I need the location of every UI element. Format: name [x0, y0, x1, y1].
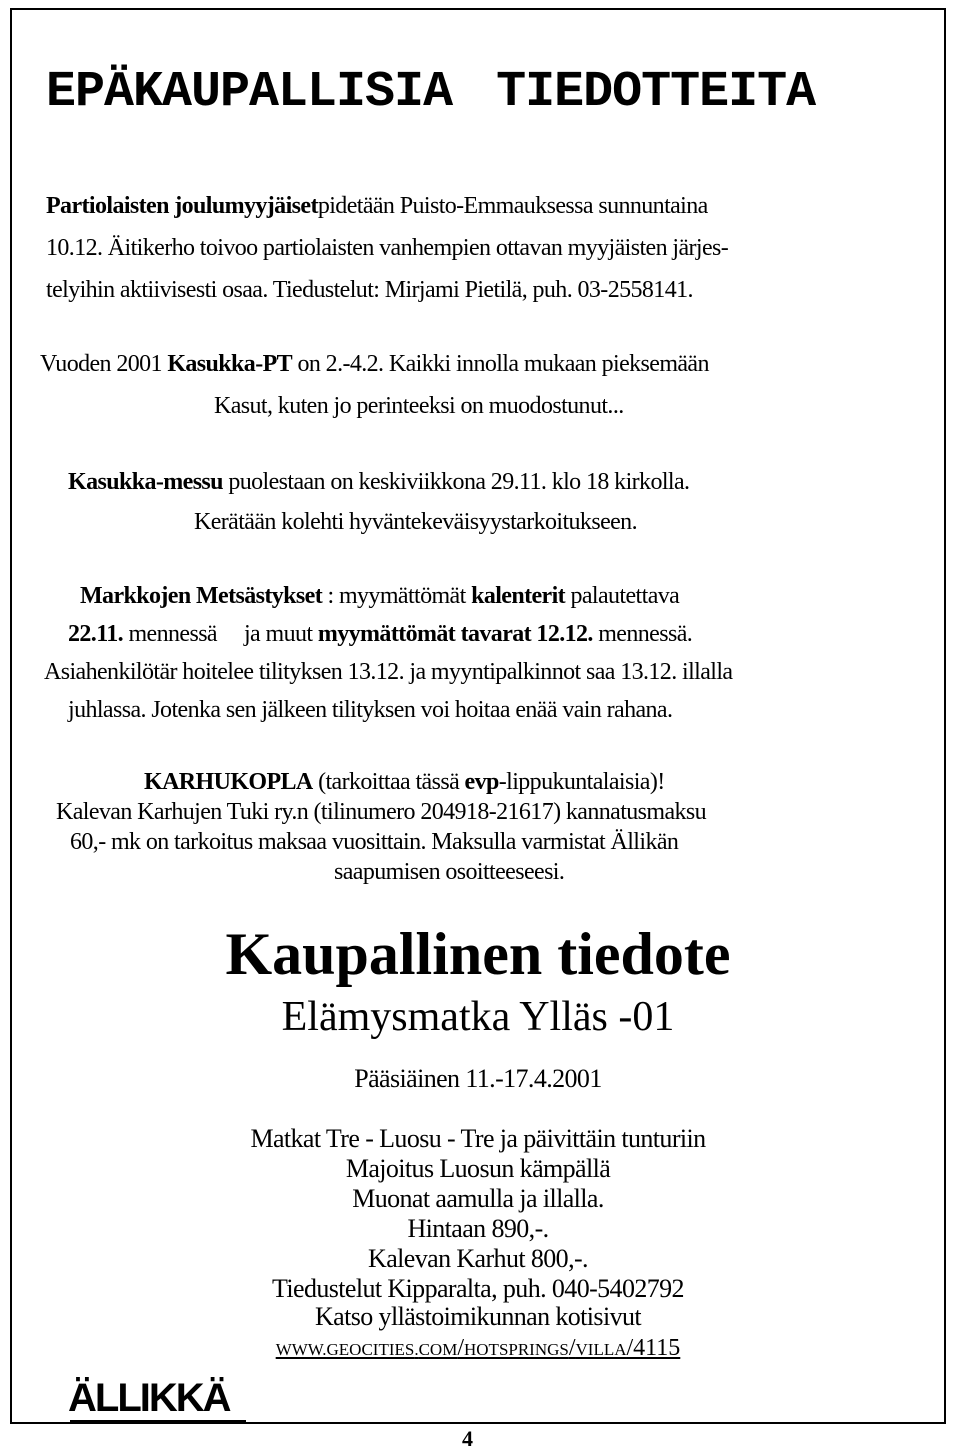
commercial-line-7: Katso yllästoimikunnan kotisivut [314, 1302, 641, 1331]
commercial-dates: Pääsiäinen 11.-17.4.2001 [354, 1064, 602, 1093]
notice-messu-line-2: Kerätään kolehti hyväntekeväisyystarkoitukseen. [194, 509, 637, 535]
commercial-heading: Kaupallinen tiedote [225, 921, 731, 987]
commercial-line-4: Hintaan 890,-. [407, 1214, 549, 1243]
notice-joulu-line-3: telyihin aktiivisesti osaa. Tiedustelut: Mirjami Pietilä, puh. 03-2558141. [46, 277, 693, 303]
commercial-line-5: Kalevan Karhut 800,-. [368, 1244, 588, 1273]
notice-kasukka-pt-line-2: Kasut, kuten jo perinteeksi on muodostunut... [214, 393, 624, 419]
notice-joulu-line-1 [46, 194, 708, 218]
allikka-logo: ÄLLIKKÄ [68, 1376, 230, 1420]
notice-markkojen-text-4: mennessä. [592, 621, 693, 647]
notice-kasukka-pt-post: on 2.-4.2. Kaikki innolla mukaan pieksemään [292, 351, 709, 377]
notice-joulu-line-2: 10.12. Äitikerho toivoo partiolaisten vanhempien ottavan myyjäisten järjes- [46, 235, 729, 261]
notice-markkojen-text-1: : myymättömät [322, 583, 472, 609]
notice-joulu-bold: Partiolaisten joulumyyjäiset [46, 193, 318, 219]
notice-karhukopla-text-1: (tarkoittaa tässä [312, 769, 465, 795]
notice-karhukopla-line-2: Kalevan Karhujen Tuki ry.n (tilinumero 204918-21617) kannatusmaksu [56, 799, 707, 825]
page-title [46, 64, 916, 121]
notice-markkojen-line-3: Asiahenkilötär hoitelee tilityksen 13.12. ja myyntipalkinnot saa 13.12. illalla [44, 659, 733, 685]
page-number: 4 [462, 1426, 473, 1451]
notice-markkojen-bold-2: kalenterit [471, 583, 566, 609]
commercial-line-2: Majoitus Luosun kämpällä [345, 1154, 611, 1183]
notice-karhukopla-text-2: -lippukuntalaisia)! [498, 769, 665, 795]
title-word-1: EPÄKAUPALLISIA [46, 64, 453, 121]
notice-markkojen-bold-3: 22.11. [68, 621, 124, 647]
url-part-com: COM [418, 1340, 458, 1359]
notice-karhukopla-bold-2: evp [464, 769, 499, 795]
title-word-2: TIEDOTTEITA [496, 64, 816, 121]
url-part-slash-2: / [568, 1335, 576, 1361]
notice-kasukka-pt-pre: Vuoden 2001 [40, 351, 168, 377]
url-part-geocities: GEOCITIES [326, 1340, 415, 1359]
notice-markkojen-bold-4: myymättömät tavarat 12.12. [317, 621, 593, 647]
url-part-slash-1: / [457, 1335, 464, 1361]
logo-underline [70, 1420, 246, 1422]
commercial-line-1: Matkat Tre - Luosu - Tre ja päivittäin tunturiin [250, 1124, 706, 1153]
notice-kasukka-pt-line-1 [40, 352, 709, 376]
notice-markkojen-line-4: juhlassa. Jotenka sen jälkeen tilityksen voi hoitaa enää vain rahana. [68, 697, 673, 723]
notice-markkojen-text-3: mennessä ja muut [123, 621, 318, 647]
commercial-line-3: Muonat aamulla ja illalla. [352, 1184, 604, 1213]
notice-messu-post: puolestaan on keskiviikkona 29.11. klo 18 kirkolla. [222, 469, 690, 495]
url-part-hotsprings: HOTSPRINGS [464, 1340, 569, 1359]
url-part-dot: . [414, 1340, 419, 1359]
notice-karhukopla-line-3: 60,- mk on tarkoitus maksaa vuosittain. Maksulla varmistat Ällikän [70, 829, 679, 855]
page [10, 8, 946, 1424]
notice-joulu-text: pidetään Puisto-Emmauksessa sunnuntaina [317, 193, 708, 219]
notice-messu-bold: Kasukka-messu [68, 469, 223, 495]
commercial-subheading: Elämysmatka Ylläs -01 [281, 994, 675, 1040]
notice-kasukka-pt-bold: Kasukka-PT [167, 351, 293, 377]
commercial-line-6: Tiedustelut Kipparalta, puh. 040-5402792 [272, 1274, 684, 1303]
notice-markkojen-text-2: palautettava [565, 583, 680, 609]
url-part-www: WWW. [275, 1340, 327, 1359]
notice-messu-line-1 [68, 470, 689, 494]
notice-karhukopla-bold: KARHUKOPLA [144, 769, 313, 795]
url-part-number: /4115 [626, 1335, 681, 1361]
notice-markkojen-line-1 [80, 584, 679, 608]
notice-karhukopla-line-4: saapumisen osoitteeseesi. [334, 859, 565, 885]
notice-markkojen-line-2 [68, 622, 692, 646]
url-part-villa: VILLA [575, 1340, 627, 1359]
notice-karhukopla-line-1 [144, 770, 665, 794]
commercial-url-link[interactable] [276, 1335, 681, 1361]
notice-markkojen-bold-1: Markkojen Metsästykset [80, 583, 323, 609]
commercial-url[interactable] [12, 1336, 944, 1360]
